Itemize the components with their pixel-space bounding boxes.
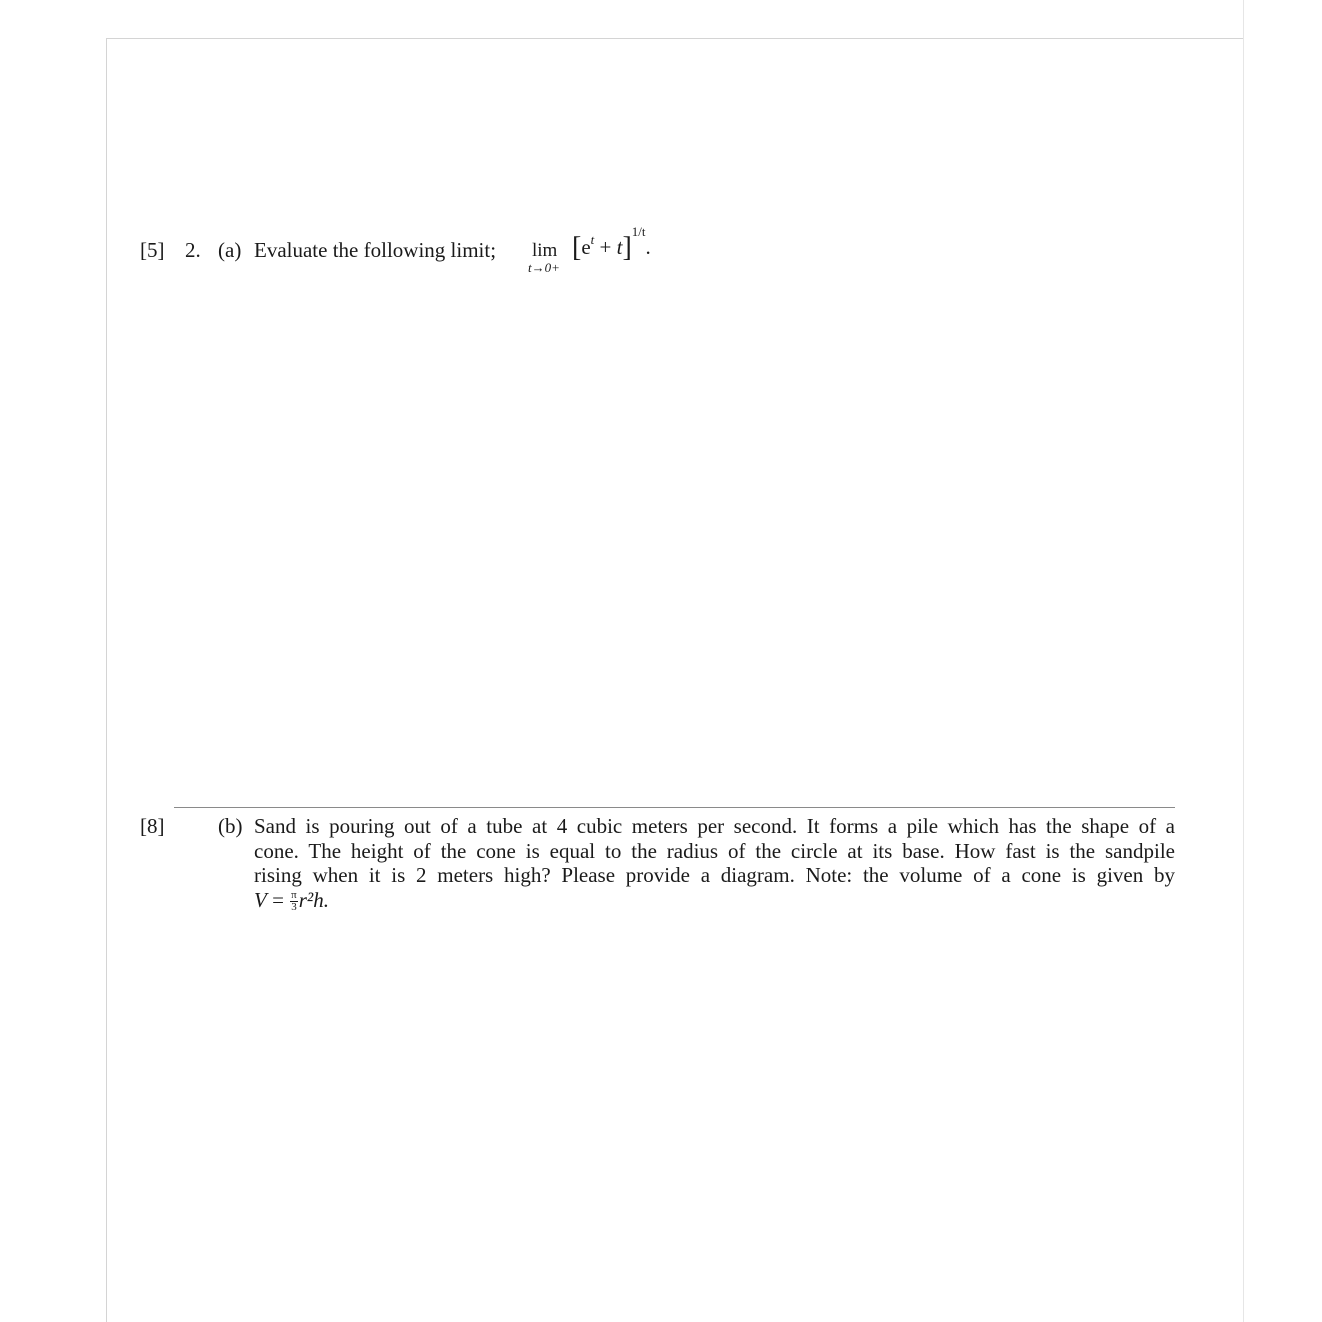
part-a-prompt: Evaluate the following limit; <box>254 238 497 262</box>
right-bracket: ] <box>622 232 632 263</box>
page-edge-rule <box>1243 0 1244 1322</box>
expr-base-exponent: t <box>590 232 595 247</box>
formula-fraction <box>290 890 298 913</box>
marks-5: [5] <box>140 238 165 262</box>
expr-base: e <box>581 235 591 259</box>
part-b-line-3: rising when it is 2 meters high? Please provide a diagram. Note: the volume of a cone is given by <box>254 863 1175 887</box>
section-divider <box>174 807 1175 808</box>
part-b-label: (b) <box>218 814 243 838</box>
exam-page <box>106 38 1244 1322</box>
lim-subscript: t→0+ <box>528 260 560 275</box>
expr-var: t <box>616 235 623 259</box>
left-bracket: [ <box>572 232 582 263</box>
formula-equals: = <box>272 887 284 912</box>
part-b-line-1: Sand is pouring out of a tube at 4 cubic meters per second. It forms a pile which has the shape of a <box>254 814 1175 838</box>
part-b-body <box>254 814 1175 914</box>
cone-volume-formula <box>254 888 1175 914</box>
question-2a <box>0 224 1322 278</box>
expr-power: 1/t <box>631 224 646 239</box>
marks-8: [8] <box>140 814 165 838</box>
part-b-line-2: cone. The height of the cone is equal to the radius of the circle at its base. How fast is the sandpile <box>254 838 1175 863</box>
question-number: 2. <box>185 238 201 262</box>
formula-rhs: r²h. <box>298 887 329 912</box>
limit-expression <box>572 224 651 265</box>
lim-word: lim <box>532 240 558 261</box>
expr-terminator: . <box>645 235 651 259</box>
formula-lhs: V <box>254 887 267 912</box>
expr-plus: + <box>599 235 612 259</box>
part-a-label: (a) <box>218 238 242 262</box>
fraction-denominator: 3 <box>291 901 297 914</box>
fraction-numerator: π <box>291 889 297 902</box>
limit-operator <box>528 238 568 278</box>
